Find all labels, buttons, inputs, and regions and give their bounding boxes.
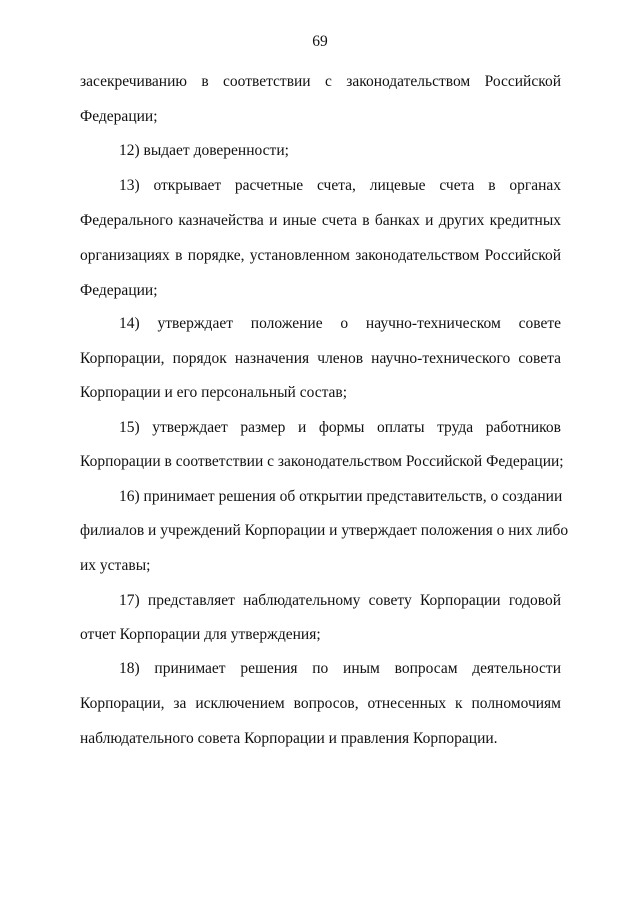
text-line: Корпорации, порядок назначения членов научно-технического совета [80, 350, 561, 367]
text-line: Федерации; [80, 108, 158, 125]
text-line: Корпорации, за исключением вопросов, отнесенных к полномочиям [80, 695, 561, 712]
text-line: 15) утверждает размер и формы оплаты труда работников [119, 419, 561, 436]
text-line: 18) принимает решения по иным вопросам деятельности [119, 660, 561, 677]
text-line: Корпорации в соответствии с законодательством Российской Федерации; [80, 453, 564, 470]
text-line: отчет Корпорации для утверждения; [80, 626, 321, 643]
text-line: филиалов и учреждений Корпорации и утверждает положения о них либо [80, 522, 569, 539]
text-line: Корпорации и его персональный состав; [80, 384, 348, 401]
text-line: наблюдательного совета Корпорации и правления Корпорации. [80, 730, 498, 747]
text-line: их уставы; [80, 557, 151, 574]
text-line: Федерации; [80, 282, 158, 299]
text-line: 16) принимает решения об открытии представительств, о создании [119, 488, 563, 505]
text-line: организациях в порядке, установленном законодательством Российской [80, 247, 561, 264]
page-number: 69 [312, 33, 328, 50]
text-line: 14) утверждает положение о научно-техническом совете [119, 315, 561, 332]
text-line: 17) представляет наблюдательному совету Корпорации годовой [119, 592, 561, 609]
text-line: 12) выдает доверенности; [119, 142, 289, 159]
text-line: 13) открывает расчетные счета, лицевые счета в органах [119, 177, 561, 194]
text-line: засекречиванию в соответствии с законодательством Российской [80, 73, 561, 90]
text-line: Федерального казначейства и иные счета в банках и других кредитных [80, 212, 561, 229]
